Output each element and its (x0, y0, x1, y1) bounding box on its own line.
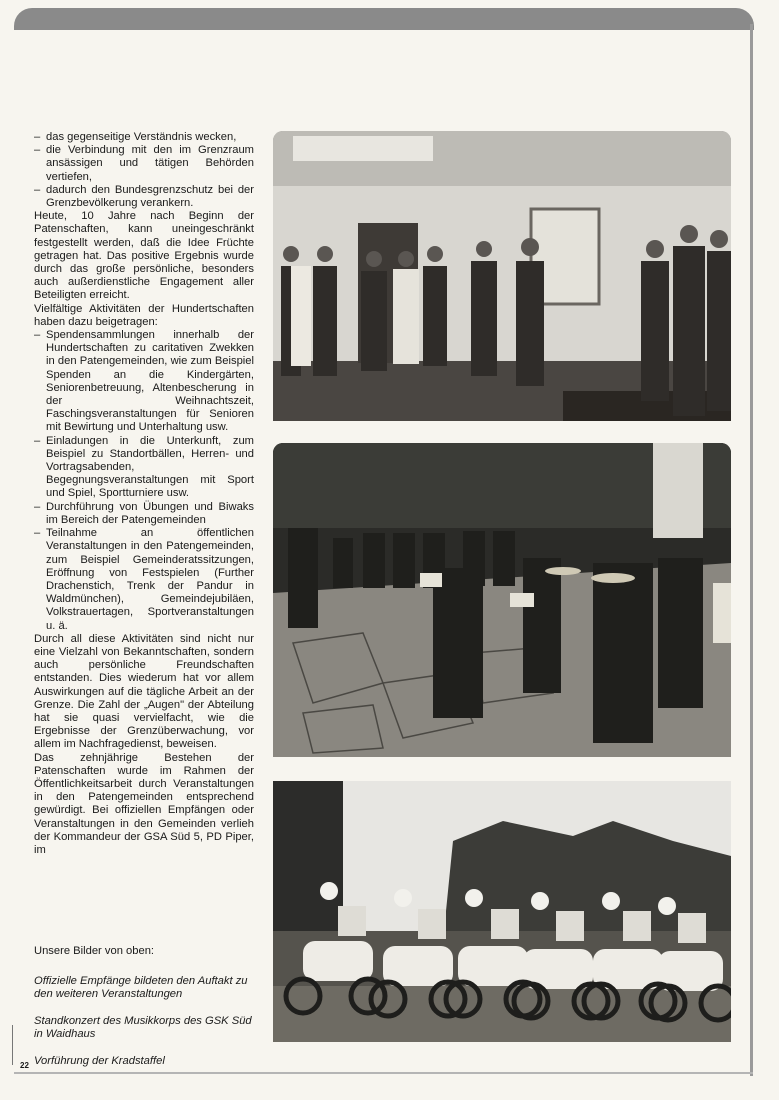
list-item: – die Verbindung mit den im Grenzraum ansässigen und tätigen Behörden vertiefen, (34, 144, 254, 183)
margin-tick (12, 1025, 13, 1065)
captions-heading: Unsere Bilder von oben: (34, 945, 155, 957)
list-item: – dadurch den Bundesgrenzschutz bei der Grenzbevölkerung verankern. (34, 183, 254, 210)
reception-photo (273, 131, 731, 421)
caption-photo-1: Offizielle Empfänge bildeten den Auftakt zu den weiteren Veranstaltungen (34, 974, 248, 1000)
paragraph: Heute, 10 Jahre nach Beginn der Patenschaften, kann uneingeschränkt festgestellt werden, daß die Idee Früchte getragen hat. Das positive Ergebnis wurde durch das große persönliche, besonders auch außerdienstliche Engagement aller Beteiligten erreicht. (34, 210, 254, 302)
paragraph: Vielfältige Aktivitäten der Hundertschaften haben dazu beigetragen: (34, 302, 254, 328)
photo-captions (34, 945, 259, 1068)
list-item: – das gegenseitige Verständnis wecken, (34, 131, 237, 143)
page-right-rule (750, 24, 753, 1076)
caption-photo-3: Vorführung der Kradstaffel (34, 1054, 165, 1067)
list-item: – Teilnahme an öffentlichen Veranstaltungen in den Patengemeinden, zum Beispiel Gemeinderatssitzungen, Eröffnung von Festspielen (Further Drachenstich, Trenk der Pandur in Waldmünchen), Gemeindejubiläen, Volkstrauertagen, Sportveranstaltungen u. ä. (34, 527, 254, 632)
paragraph: Durch all diese Aktivitäten sind nicht nur eine Vielzahl von Bekanntschaften, sondern auch persönliche Freundschaften entstanden. Dies wiederum hat vor allem Auswirkungen auf die tägliche Arbeit an der Grenze. Die Zahl der „Augen" der Abteilung hat sie quasi vervielfacht, wie die Ergebnisse der Grenzüberwachung, vor allem im Nachfragedienst, beweisen. (34, 632, 254, 751)
list-item: – Einladungen in die Unterkunft, zum Beispiel zu Standortbällen, Herren- und Vortragsabenden, Begegnungsveranstaltungen mit Sport und Spiel, Sportturniere usw. (34, 434, 254, 500)
article-body (34, 131, 254, 857)
page-bottom-rule (14, 1072, 753, 1074)
paragraph: Das zehnjährige Bestehen der Patenschaften wurde im Rahmen der Öffentlichkeitsarbeit durch Veranstaltungen in den Patengemeinden entsprechend gewürdigt. Bei offiziellen Empfängen oder Veranstaltungen in den Gemeinden verlieh der Kommandeur der GSA Süd 5, PD Piper, im (34, 751, 254, 856)
band-concert-photo (273, 443, 731, 757)
page-number: 22 (20, 1061, 29, 1070)
list-item: – Durchführung von Übungen und Biwaks im Bereich der Patengemeinden (34, 500, 254, 526)
caption-photo-2: Standkonzert des Musikkorps des GSK Süd in Waidhaus (34, 1014, 252, 1040)
motorcycle-squadron-photo (273, 781, 731, 1042)
list-item: – Spendensammlungen innerhalb der Hundertschaften zu caritativen Zwekken in den Patengemeinden, wie zum Beispiel Spenden an die Kindergärten, Seniorenbetreuung, Altenbescherung in der Weihnachtszeit, Faschingsveranstaltungen für Senioren mit Bewirtung und Unterhaltung usw. (34, 329, 254, 434)
page-header-bar (14, 8, 754, 30)
